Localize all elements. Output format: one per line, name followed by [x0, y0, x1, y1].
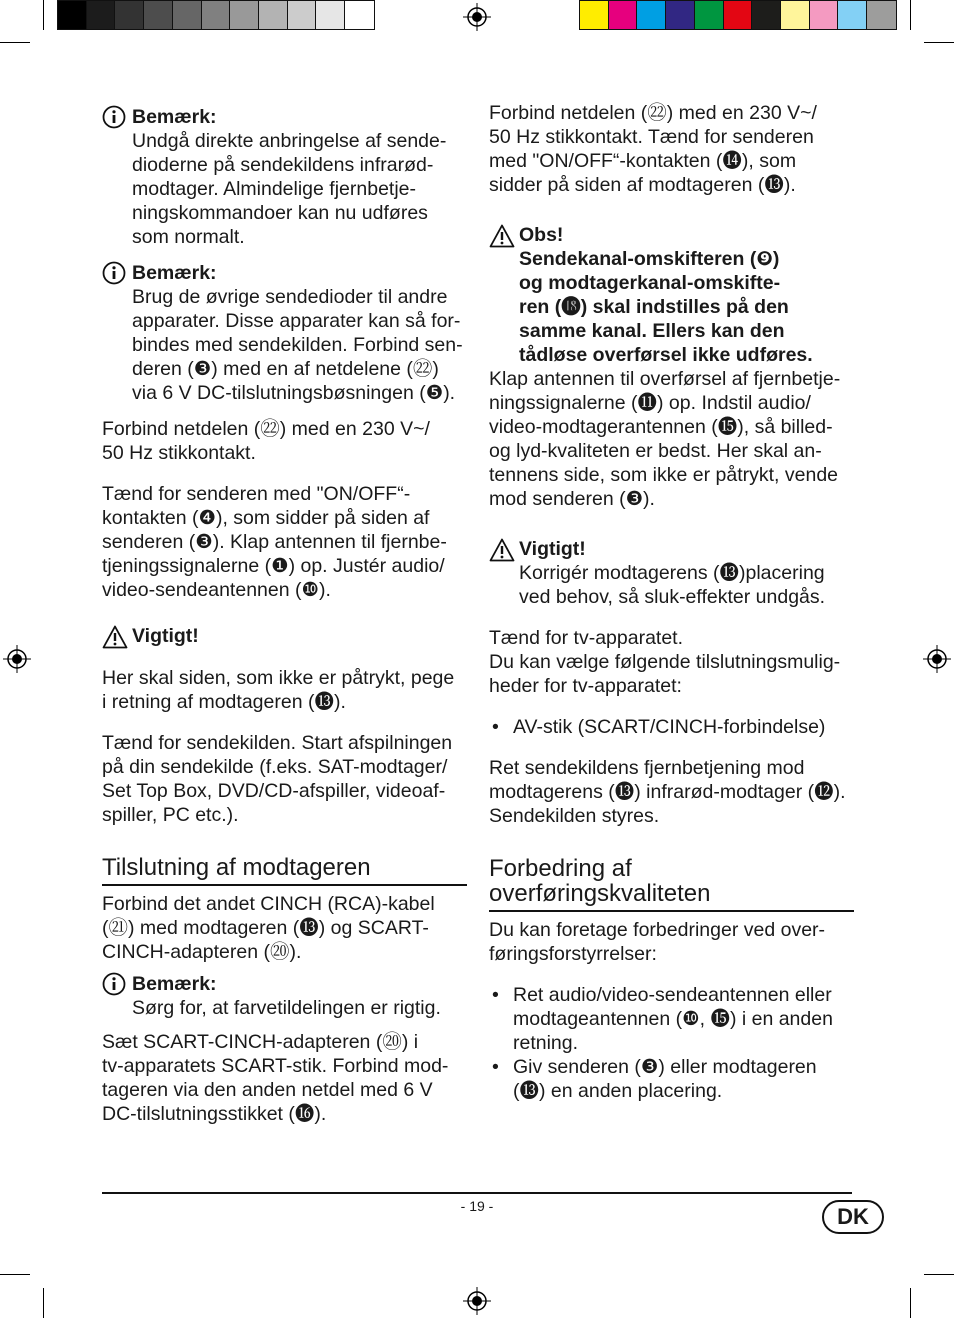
right-column — [489, 101, 854, 1120]
color-swatch — [230, 1, 259, 29]
info-circle-icon — [102, 261, 126, 285]
color-swatch — [288, 1, 317, 29]
note-text: Sørg for, at farvetildelingen er rigtig. — [132, 997, 441, 1019]
crop-mark — [43, 1288, 44, 1318]
warning-triangle-icon — [489, 538, 515, 562]
footer-rule — [102, 1192, 852, 1194]
paragraph: Ret sendekildens fjernbetjening mod modtagerens (⓭) infrarød-modtager (⓬). Sendekilden styres. — [489, 757, 846, 827]
page-number: - 19 - — [460, 1198, 494, 1214]
color-swatch — [810, 1, 839, 29]
bullet-list — [489, 983, 854, 1103]
section-heading: Tilslutning af modtageren — [102, 855, 467, 886]
color-swatch — [637, 1, 666, 29]
warning-triangle-icon — [102, 625, 128, 649]
registration-mark-icon — [463, 3, 491, 31]
color-swatch — [580, 1, 609, 29]
paragraph: Forbind netdelen (㉒) med en 230 V~/ 50 Hz stikkontakt. — [102, 418, 430, 464]
warning-heading: Vigtigt! — [519, 538, 586, 560]
color-swatch — [609, 1, 638, 29]
color-swatch — [838, 1, 867, 29]
warning-box — [489, 537, 854, 609]
language-badge: DK — [822, 1200, 884, 1234]
crop-mark — [924, 42, 954, 43]
crop-mark — [910, 1288, 911, 1318]
color-swatch — [695, 1, 724, 29]
paragraph: Forbind det andet CINCH (RCA)-kabel (㉑) med modtageren (⓭) og SCART- CINCH-adapteren (⑳). — [102, 893, 435, 963]
info-circle-icon — [102, 105, 126, 129]
note-text: Undgå direkte anbringelse af sende- dioderne på sendekildens infrarød- modtager. Almindelige fjernbetje- ningskommandoer kan nu udføres som normalt. — [132, 130, 447, 248]
left-column — [102, 105, 467, 1126]
note-heading: Bemærk: — [132, 106, 217, 128]
crop-mark — [0, 1274, 30, 1275]
color-swatch — [752, 1, 781, 29]
paragraph: Klap antennen til overførsel af fjernbetje- ningssignalerne (⓫) op. Indstil audio/ video-modtagerantennen (⓯), så billed- og lyd-kvaliteten er bedst. Her skal an- tennens side, som ikke er påtrykt, vende mod senderen (❸). — [489, 368, 841, 510]
color-swatch — [259, 1, 288, 29]
color-swatch — [173, 1, 202, 29]
warning-text: Korrigér modtagerens (⓭)placering ved behov, så sluk-effekter undgås. — [519, 562, 826, 608]
list-item: • Ret audio/video-sendeantennen eller modtageantennen (❿, ⓯) i en anden retning. — [489, 983, 854, 1055]
crop-mark — [910, 0, 911, 30]
list-item: • AV-stik (SCART/CINCH-forbindelse) — [489, 715, 854, 739]
registration-mark-icon — [923, 645, 951, 673]
crop-mark — [43, 0, 44, 30]
color-swatch — [666, 1, 695, 29]
warning-text: Sendekanal-omskifteren (❾) og modtagerkanal-omskifte- ren (⓲) skal indstilles på den samme kanal. Ellers kan den tådløse overførsel ikke udføres. — [519, 248, 813, 366]
note-heading: Bemærk: — [132, 262, 217, 284]
color-swatch — [115, 1, 144, 29]
color-swatch — [724, 1, 753, 29]
note-heading: Bemærk: — [132, 973, 217, 995]
note-box — [102, 105, 467, 249]
warning-box — [489, 223, 854, 367]
warning-heading: Obs! — [519, 224, 564, 246]
paragraph: Tænd for tv-apparatet. Du kan vælge følgende tilslutningsmulig- heder for tv-apparatet: — [489, 627, 841, 697]
section-heading: Forbedring af overføringskvaliteten — [489, 856, 854, 912]
paragraph: Tænd for sendekilden. Start afspilningen på din sendekilde (f.eks. SAT-modtager/ Set Top Box, DVD/CD-afspiller, videoaf- spiller, PC etc.). — [102, 732, 453, 826]
paragraph: Tænd for senderen med "ON/OFF“- kontakten (❹), som sidder på siden af senderen (❸). Klap antennen til fjernbe- tjeningssignalerne (❶) op. Justér audio/ video-sendeantennen (❿). — [102, 483, 447, 601]
color-swatch — [144, 1, 173, 29]
bullet-list — [489, 715, 854, 739]
color-swatch — [867, 1, 896, 29]
color-swatch — [781, 1, 810, 29]
warning-box — [102, 624, 467, 648]
paragraph: Forbind netdelen (㉒) med en 230 V~/ 50 Hz stikkontakt. Tænd for senderen med "ON/OFF“-kontakten (⓮), som sidder på siden af modtageren (⓭). — [489, 102, 817, 196]
color-swatch — [58, 1, 87, 29]
color-swatch — [316, 1, 345, 29]
color-swatch — [345, 1, 374, 29]
registration-mark-icon — [3, 645, 31, 673]
note-box — [102, 261, 467, 405]
paragraph: Her skal siden, som ikke er påtrykt, pege i retning af modtageren (⓭). — [102, 667, 455, 713]
note-text: Brug de øvrige sendedioder til andre apparater. Disse apparater kan så for- bindes med sendekilden. Forbind sen- deren (❸) med en af netdelene (㉒) via 6 V DC-tilslutningsbøsningen (❺). — [132, 286, 463, 404]
crop-mark — [924, 1274, 954, 1275]
info-circle-icon — [102, 972, 126, 996]
process-color-bar — [579, 0, 897, 30]
registration-mark-icon — [463, 1287, 491, 1315]
list-item: • Giv senderen (❸) eller modtageren (⓭) en anden placering. — [489, 1055, 854, 1103]
paragraph: Sæt SCART-CINCH-adapteren (⑳) i tv-apparatets SCART-stik. Forbind mod- tageren via den anden netdel med 6 V DC-tilslutningsstikket (⓰). — [102, 1031, 449, 1125]
grayscale-bar — [57, 0, 375, 30]
color-swatch — [202, 1, 231, 29]
note-box — [102, 972, 467, 1020]
warning-triangle-icon — [489, 224, 515, 248]
warning-heading: Vigtigt! — [132, 625, 199, 647]
paragraph: Du kan foretage forbedringer ved over- føringsforstyrrelser: — [489, 919, 826, 965]
color-swatch — [87, 1, 116, 29]
crop-mark — [0, 42, 30, 43]
